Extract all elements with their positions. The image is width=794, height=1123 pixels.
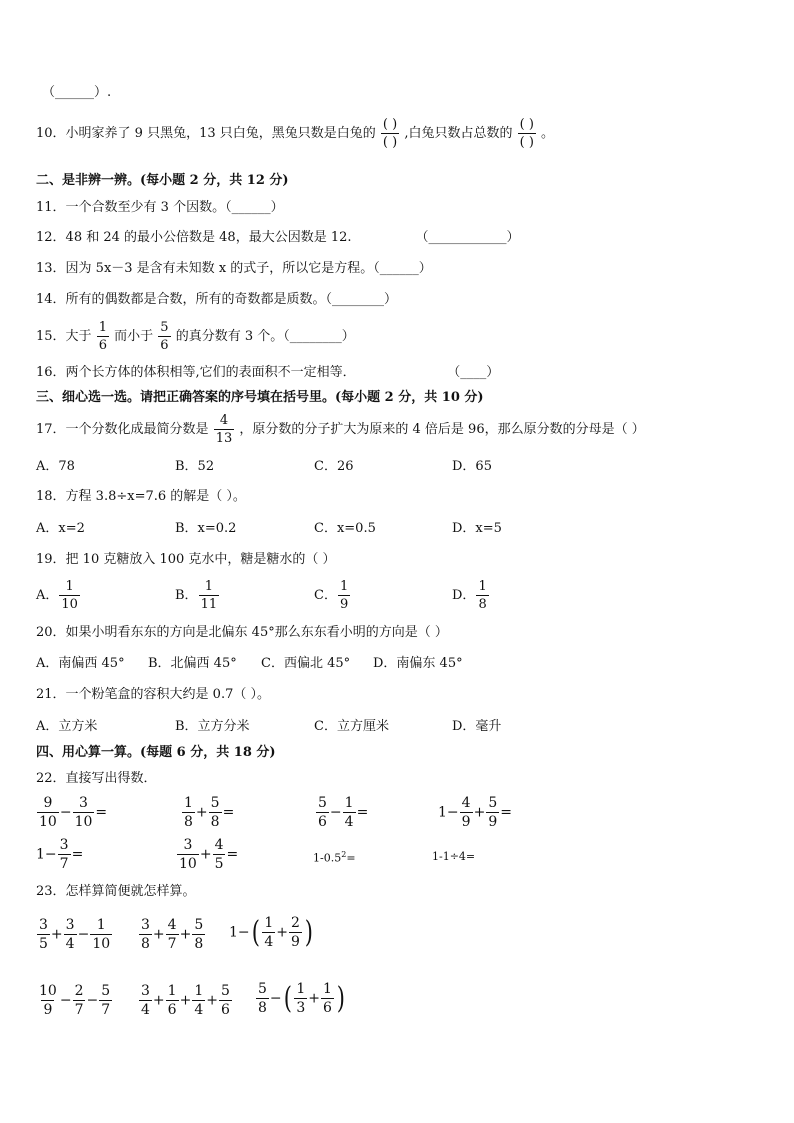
frac-num: 5 <box>194 917 204 933</box>
fraction <box>139 984 152 1017</box>
q17-text-b: ，原分数的分子扩大为原来的 4 倍后是 96，那么原分数的分母是（ ） <box>239 422 645 437</box>
calc23-expr-6 <box>255 982 347 1015</box>
frac-den: 9 <box>43 1002 53 1018</box>
frac-num: 4 <box>461 795 471 811</box>
fraction <box>262 916 275 949</box>
frac-den: 3 <box>296 1000 306 1016</box>
fraction <box>73 796 95 829</box>
fraction <box>316 796 329 829</box>
question-15 <box>36 321 355 352</box>
q19-option-a <box>36 580 81 611</box>
q20-option-d: D．南偏东 45° <box>373 656 463 671</box>
frac-den: 4 <box>141 1002 150 1018</box>
frac-den: 10 <box>61 597 78 612</box>
frac-den: 6 <box>167 1002 177 1018</box>
fraction <box>37 918 50 951</box>
frac-num: 5 <box>258 981 267 997</box>
frac-den: 10 <box>39 814 57 830</box>
section-4-heading: 四、用心算一算。(每题 6 分，共 18 分) <box>36 745 276 760</box>
frac-den: 4 <box>344 814 354 830</box>
q15-text-b: 而小于 <box>114 329 154 344</box>
q20-option-b: B．北偏西 45° <box>148 656 237 671</box>
frac-num: 1 <box>96 917 106 933</box>
frac-den: 8 <box>478 597 487 612</box>
plus-sign: + <box>195 804 208 821</box>
fraction <box>460 796 473 829</box>
frac-num: 5 <box>488 795 498 811</box>
frac-num: 5 <box>220 983 230 999</box>
fraction <box>256 982 269 1015</box>
frac-num: 5 <box>318 795 327 811</box>
frac-den: 8 <box>194 936 204 952</box>
fraction <box>166 918 179 951</box>
minus-sign: − <box>86 992 99 1009</box>
option-letter: B． <box>175 588 198 603</box>
frac-num: 2 <box>74 983 84 999</box>
minus-sign: − <box>77 926 90 943</box>
frac-num: 1 <box>478 579 487 594</box>
frac-num: 3 <box>141 917 150 933</box>
plus-sign: + <box>152 992 165 1009</box>
frac-num: 4 <box>167 917 177 933</box>
equals-sign: = <box>500 804 512 821</box>
q18-option-d: D．x=5 <box>452 521 502 536</box>
frac-num: 3 <box>65 917 75 933</box>
calc23-expr-1 <box>36 918 113 951</box>
frac-num: 5 <box>160 320 169 335</box>
section-3-heading: 三、细心选一选。请把正确答案的序号填在括号里。(每小题 2 分，共 10 分) <box>36 390 484 405</box>
question-11: 11．一个合数至少有 3 个因数。（______） <box>36 200 284 215</box>
fraction <box>213 838 226 871</box>
question-19: 19．把 10 克糖放入 100 克水中，糖是糖水的（ ） <box>36 552 336 567</box>
q16-blank: （____） <box>453 365 500 380</box>
minus-sign: − <box>59 804 72 821</box>
fraction <box>166 984 179 1017</box>
right-paren: ) <box>304 914 313 950</box>
calc23-expr-3 <box>229 916 315 949</box>
frac-den: 5 <box>39 936 48 952</box>
plus-sign: + <box>152 926 165 943</box>
frac-num: 9 <box>43 795 53 811</box>
plus-sign: + <box>50 926 63 943</box>
question-20: 20．如果小明看东东的方向是北偏东 45°那么东东看小明的方向是（ ） <box>36 625 448 640</box>
q20-option-a: A．南偏西 45° <box>36 656 125 671</box>
option-fraction <box>59 580 80 611</box>
frac-num: 1 <box>204 579 213 594</box>
plus-sign: + <box>199 846 212 863</box>
q10-text-a: 10．小明家养了 9 只黑兔，13 只白兔，黑兔只数是白兔的 <box>36 126 376 141</box>
minus-sign: − <box>269 990 282 1007</box>
q17-option-a: A．78 <box>36 459 75 474</box>
frac-den: 10 <box>74 814 93 830</box>
q21-option-d: D．毫升 <box>452 719 502 734</box>
fraction <box>219 984 232 1017</box>
q20-option-c: C．西偏北 45° <box>261 656 351 671</box>
q21-option-c: C．立方厘米 <box>314 719 389 734</box>
frac-den: 10 <box>92 936 111 952</box>
q17-option-c: C．26 <box>314 459 354 474</box>
q21-option-a: A．立方米 <box>36 719 98 734</box>
question-23: 23．怎样算简便就怎样算。 <box>36 884 196 899</box>
option-letter: D． <box>452 588 476 603</box>
fraction <box>209 796 222 829</box>
q17-option-d: D．65 <box>452 459 492 474</box>
equals-sign: = <box>95 804 108 821</box>
fraction <box>294 982 307 1015</box>
frac-num: 5 <box>210 795 220 811</box>
frac-den: 9 <box>339 597 349 612</box>
minus-sign: − <box>329 804 342 821</box>
frac-num: 5 <box>101 983 111 999</box>
option-letter: A． <box>36 588 59 603</box>
frac-num: 1 <box>344 795 354 811</box>
frac-den: 4 <box>65 936 75 952</box>
plus-sign: + <box>179 926 192 943</box>
calc23-expr-5 <box>138 984 233 1017</box>
q15-text-a: 15．大于 <box>36 329 92 344</box>
frac-den: 7 <box>74 1002 84 1018</box>
fraction <box>64 918 77 951</box>
frac-den: 9 <box>461 814 471 830</box>
question-12 <box>36 231 520 244</box>
fraction <box>73 984 86 1017</box>
fraction <box>486 796 499 829</box>
equals-sign: = <box>356 804 369 821</box>
frac-den: 13 <box>215 431 233 446</box>
fraction <box>182 796 195 829</box>
q18-option-c: C．x=0.5 <box>314 521 376 536</box>
frac-den: 4 <box>194 1002 204 1018</box>
q15-text-c: 的真分数有 3 个。（________） <box>175 329 355 344</box>
q17-text-a: 17．一个分数化成最简分数是 <box>36 422 209 437</box>
frac-den: 8 <box>258 1000 267 1016</box>
q10-text-c: 。 <box>541 126 555 141</box>
question-16 <box>36 366 499 379</box>
q12-text: 12．48 和 24 的最小公倍数是 48，最大公因数是 12. <box>36 230 352 245</box>
frac-num: 1 <box>323 981 332 997</box>
exponent: 2 <box>341 850 347 859</box>
calc22-expr-1 <box>36 796 107 829</box>
fraction <box>343 796 356 829</box>
frac-num: 1 <box>296 981 306 997</box>
plus-sign: + <box>473 804 486 821</box>
calc23-expr-4 <box>36 984 113 1017</box>
frac-num: 3 <box>79 795 88 811</box>
q17-fraction <box>214 414 235 445</box>
frac-num: 1 <box>98 320 107 335</box>
frac-den: 8 <box>210 814 220 830</box>
fraction <box>99 984 112 1017</box>
equals-sign: = <box>71 846 84 863</box>
frac-den: 4 <box>264 934 274 950</box>
frac-den: 8 <box>184 814 193 830</box>
minus-sign: − <box>59 992 72 1009</box>
frac-num: 2 <box>291 915 300 931</box>
q18-option-a: A．x=2 <box>36 521 85 536</box>
frac-den: 6 <box>220 1002 230 1018</box>
q10-text-b: ,白兔只数占总数的 <box>404 126 513 141</box>
q18-option-b: B．x=0.2 <box>175 521 237 536</box>
fraction <box>289 916 302 949</box>
equals-sign: = <box>346 851 356 865</box>
calc22-expr-7 <box>313 851 356 864</box>
frac-den: ( ) <box>382 135 398 150</box>
frac-num: 1 <box>65 579 74 594</box>
frac-num: 1 <box>339 579 349 594</box>
fraction <box>37 984 59 1017</box>
q21-option-b: B．立方分米 <box>175 719 250 734</box>
q19-option-b <box>175 580 220 611</box>
calc22-expr-6 <box>176 838 238 871</box>
frac-den: 7 <box>101 1002 111 1018</box>
fraction <box>321 982 334 1015</box>
frac-den: 10 <box>179 856 197 872</box>
frac-num: 4 <box>219 413 229 428</box>
q19-option-c <box>314 580 351 611</box>
frac-den: 7 <box>167 936 177 952</box>
frac-num: 3 <box>59 837 69 853</box>
frac-num: 3 <box>183 837 193 853</box>
q16-text: 16．两个长方体的体积相等,它们的表面积不一定相等． <box>36 365 356 380</box>
fraction <box>192 984 205 1017</box>
frac-num: 1 <box>264 915 274 931</box>
calc22-expr-8: 1-1÷4= <box>432 850 476 863</box>
one: 1 <box>229 924 238 941</box>
frac-num: ( ) <box>519 117 534 132</box>
frac-num: 3 <box>39 917 48 933</box>
q19-option-d <box>452 580 490 611</box>
frac-num: 10 <box>39 983 57 999</box>
option-fraction <box>199 580 220 611</box>
frac-den: 7 <box>59 856 69 872</box>
frac-den: 6 <box>98 338 107 353</box>
q15-fraction-lower <box>97 321 109 352</box>
question-10 <box>36 118 554 149</box>
fraction <box>58 838 71 871</box>
left-paren: ( <box>283 980 292 1016</box>
question-14: 14．所有的偶数都是合数，所有的奇数都是质数。（________） <box>36 292 398 307</box>
frac-den: 9 <box>488 814 498 830</box>
frac-den: 11 <box>200 597 218 612</box>
calc22-expr-3 <box>315 796 368 829</box>
option-fraction <box>476 580 488 611</box>
q12-blank: （____________） <box>415 230 520 245</box>
fraction <box>139 918 152 951</box>
frac-den: 8 <box>141 936 150 952</box>
frac-den: 9 <box>291 934 300 950</box>
option-letter: C． <box>314 588 337 603</box>
minus-sign: − <box>237 924 250 941</box>
frac-den: 5 <box>214 856 224 872</box>
one: 1 <box>36 846 45 863</box>
frac-num: 1 <box>184 795 193 811</box>
plus-sign: + <box>308 990 321 1007</box>
frac-den: 6 <box>160 338 169 353</box>
calc23-expr-2 <box>138 918 206 951</box>
expr-base: 1-0.5 <box>313 851 342 865</box>
equals-sign: = <box>226 846 239 863</box>
calc22-expr-5 <box>36 838 83 871</box>
plus-sign: + <box>179 992 192 1009</box>
minus-sign: − <box>44 846 57 863</box>
equals-sign: = <box>222 804 235 821</box>
question-18: 18．方程 3.8÷x=7.6 的解是（ ）。 <box>36 489 246 504</box>
plus-sign: + <box>276 924 289 941</box>
calc22-expr-4 <box>438 796 512 829</box>
fraction <box>37 796 59 829</box>
frac-den: ( ) <box>519 135 534 150</box>
question-22: 22．直接写出得数． <box>36 771 157 786</box>
q17-option-b: B．52 <box>175 459 215 474</box>
option-fraction <box>338 580 350 611</box>
q10-fraction-blank-2 <box>518 118 536 149</box>
frac-num: 1 <box>167 983 177 999</box>
calc22-expr-2 <box>181 796 234 829</box>
fraction <box>192 918 205 951</box>
plus-sign: + <box>206 992 218 1009</box>
right-paren: ) <box>336 980 345 1016</box>
frac-den: 6 <box>323 1000 332 1016</box>
frac-den: 6 <box>318 814 327 830</box>
frac-num: 4 <box>214 837 224 853</box>
frac-num: 3 <box>141 983 150 999</box>
q15-fraction-upper <box>158 321 170 352</box>
section-2-heading: 二、是非辨一辨。(每小题 2 分，共 12 分) <box>36 173 289 188</box>
fraction <box>90 918 112 951</box>
q9-answer-blank: （______）. <box>42 85 112 100</box>
one: 1 <box>438 804 447 821</box>
frac-num: ( ) <box>382 117 398 132</box>
question-21: 21．一个粉笔盒的容积大约是 0.7（ ）。 <box>36 687 270 702</box>
minus-sign: − <box>446 804 459 821</box>
question-13: 13．因为 5x－3 是含有未知数 x 的式子，所以它是方程。（______） <box>36 261 432 276</box>
frac-num: 1 <box>194 983 204 999</box>
fraction <box>177 838 199 871</box>
question-17 <box>36 414 645 445</box>
left-paren: ( <box>251 914 260 950</box>
q10-fraction-blank-1 <box>381 118 399 149</box>
